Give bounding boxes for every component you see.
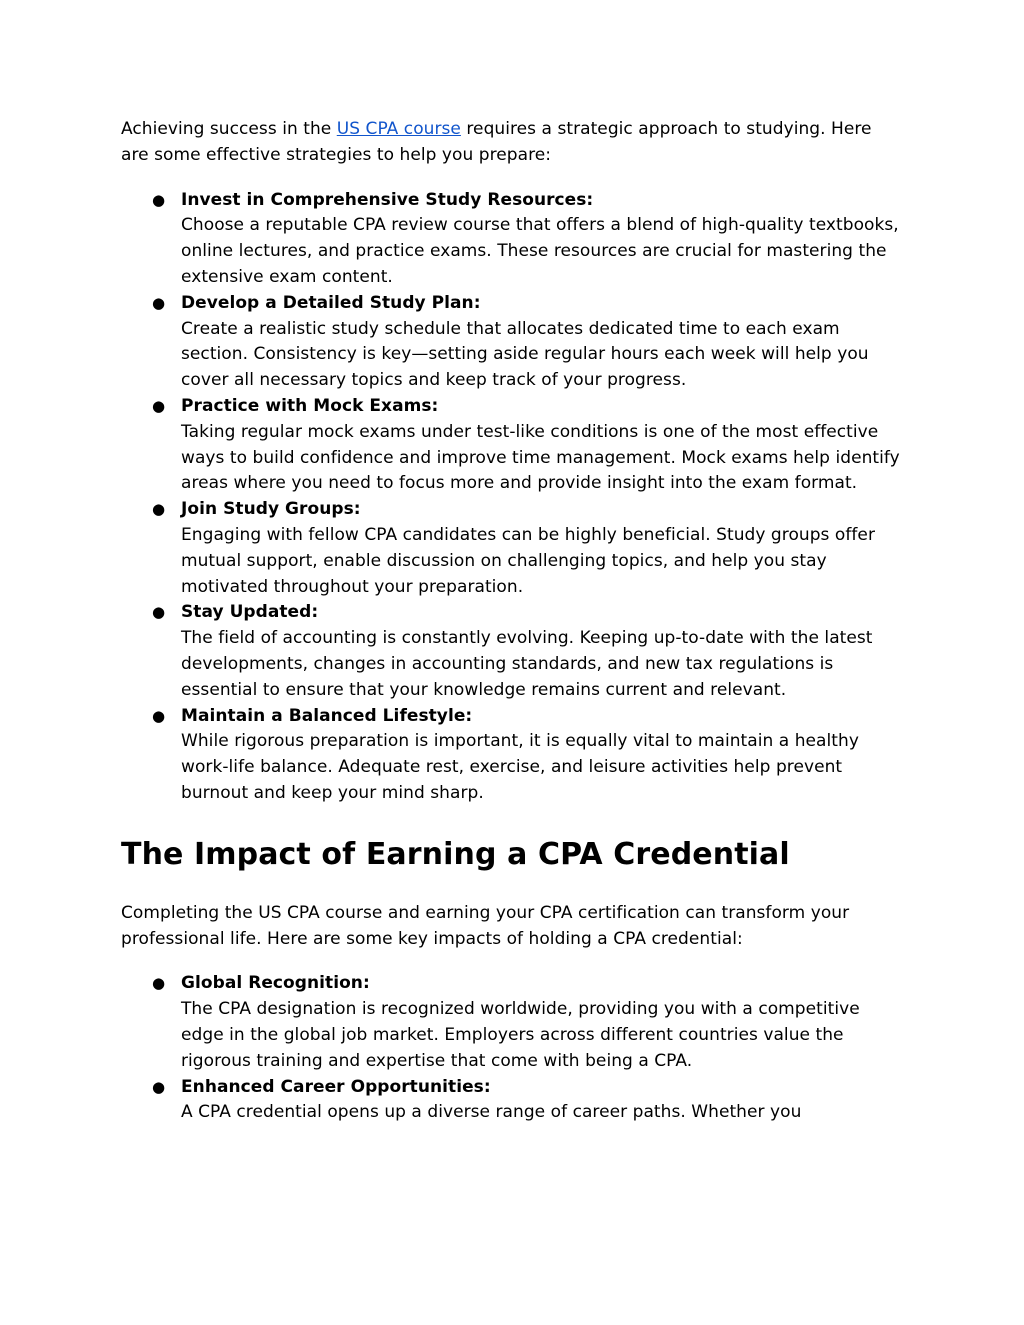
list-item xyxy=(121,600,901,703)
document-page xyxy=(121,117,901,1126)
us-cpa-course-link[interactable]: US CPA course xyxy=(336,119,461,139)
bullet-icon: ● xyxy=(152,190,166,209)
bullet-icon: ● xyxy=(152,603,166,622)
list-item-title: Invest in Comprehensive Study Resources: xyxy=(181,189,594,210)
list-item-title: Maintain a Balanced Lifestyle: xyxy=(181,705,473,726)
section-heading: The Impact of Earning a CPA Credential xyxy=(121,836,790,872)
list-item-body: A CPA credential opens up a diverse range of career paths. Whether you xyxy=(181,1102,802,1123)
intro-paragraph xyxy=(121,117,901,169)
intro-prefix: Achieving success in the xyxy=(121,119,337,139)
list-item-title: Develop a Detailed Study Plan: xyxy=(181,292,481,313)
strategies-list xyxy=(121,188,901,807)
list-item-title: Join Study Groups: xyxy=(181,499,361,520)
bullet-icon: ● xyxy=(152,706,166,725)
impacts-list xyxy=(121,971,901,1126)
list-item xyxy=(121,188,901,291)
list-item-title: Enhanced Career Opportunities: xyxy=(181,1076,491,1097)
list-item-title: Practice with Mock Exams: xyxy=(181,395,439,416)
section-intro-paragraph: Completing the US CPA course and earning your CPA certification can transform your professional life. Here are some key impacts of holding a CPA credential: xyxy=(121,902,850,949)
bullet-icon: ● xyxy=(152,293,166,312)
list-item-body: The field of accounting is constantly evolving. Keeping up-to-date with the latest developments, changes in accounting standards, and new tax regulations is essential to ensure that your knowledge remains current and relevant. xyxy=(181,628,873,700)
list-item-body: Create a realistic study schedule that allocates dedicated time to each exam section. Consistency is key—setting aside regular hours each week will help you cover all necessary topics and keep track of your progress. xyxy=(181,318,869,391)
list-item xyxy=(121,1075,901,1127)
list-item-body: Engaging with fellow CPA candidates can be highly beneficial. Study groups offer mutual support, enable discussion on challenging topics, and help you stay motivated throughout your preparation. xyxy=(181,524,875,597)
list-item-body: While rigorous preparation is important, it is equally vital to maintain a healthy work-life balance. Adequate rest, exercise, and leisure activities help prevent burnout and keep your mind sharp. xyxy=(181,731,859,803)
list-item xyxy=(121,497,901,600)
list-item-body: Choose a reputable CPA review course that offers a blend of high-quality textbooks, online lectures, and practice exams. These resources are crucial for mastering the extensive exam content. xyxy=(181,215,899,287)
list-item-body: The CPA designation is recognized worldwide, providing you with a competitive edge in the global job market. Employers across different countries value the rigorous training and expertise that come with being a CPA. xyxy=(181,999,860,1071)
bullet-icon: ● xyxy=(152,396,166,415)
list-item xyxy=(121,704,901,807)
bullet-icon: ● xyxy=(152,974,166,993)
list-item xyxy=(121,291,901,394)
list-item-title: Stay Updated: xyxy=(181,602,319,623)
list-item xyxy=(121,394,901,497)
list-item xyxy=(121,971,901,1074)
bullet-icon: ● xyxy=(152,1077,166,1096)
intro-suffix: requires a strategic approach to studying. Here are some effective strategies to help you prepare: xyxy=(121,119,872,165)
list-item-title: Global Recognition: xyxy=(181,973,370,994)
bullet-icon: ● xyxy=(152,500,166,519)
list-item-body: Taking regular mock exams under test-like conditions is one of the most effective ways to build confidence and improve time management. Mock exams help identify areas where you need to focus more and provide insight into the exam format. xyxy=(181,421,900,494)
